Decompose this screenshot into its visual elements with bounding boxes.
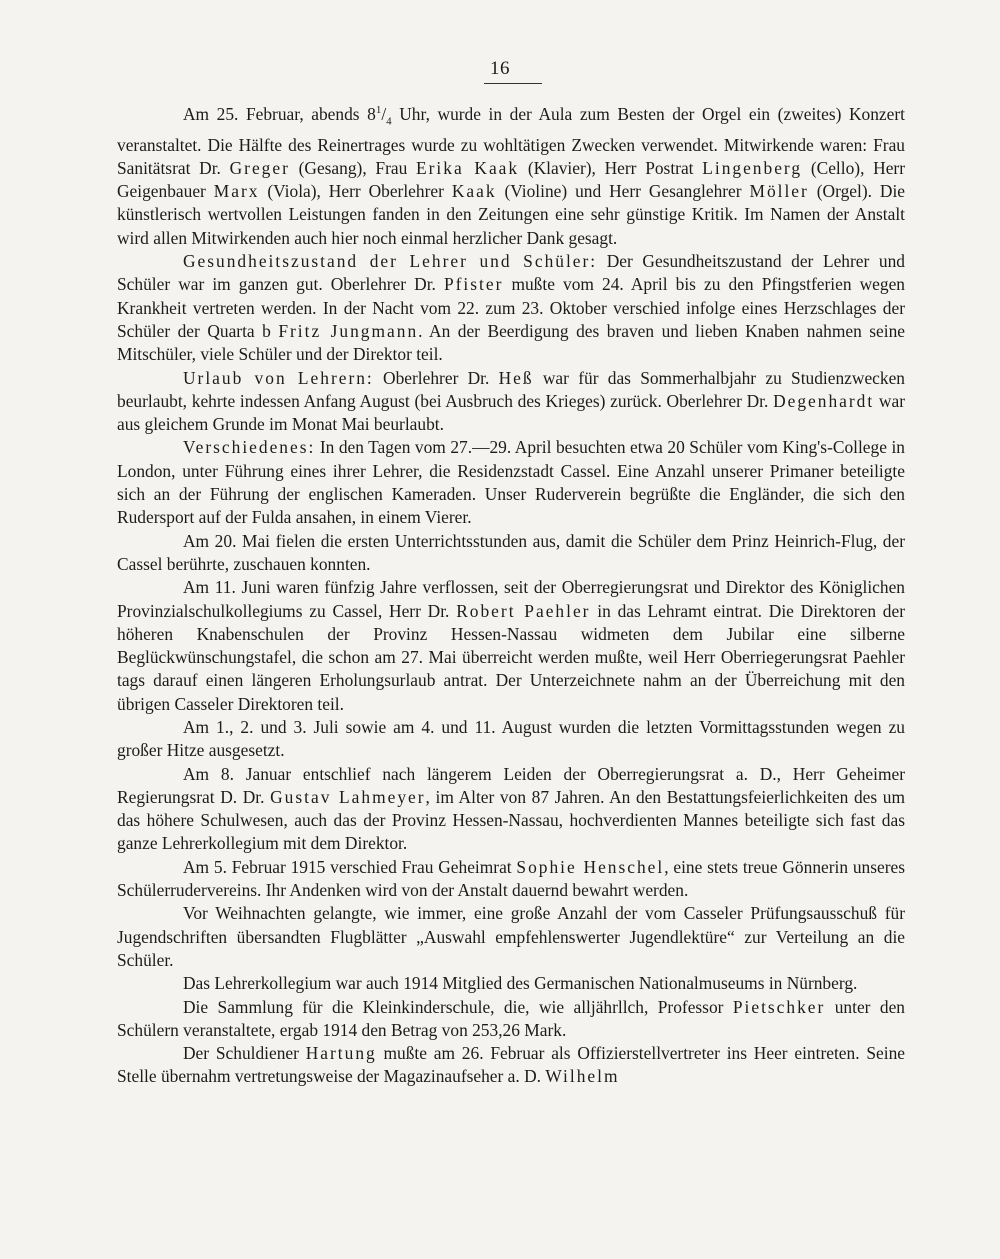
text-run: In den Tagen vom 27.—29. April besuchten etwa 20 Schüler vom King's-College in London, unter Führung eines ihrer Lehrer, die Residenzstadt Cassel. Eine Anzahl unserer Primaner beteiligte sich an der Führung der englischen Kameraden. Unser Ruderverein begrüßte die Engländer, die sich den Rudersport auf der Fulda ansahen, in einem Vierer. — [117, 437, 905, 528]
text-run: (Orgel). Die künstlerisch wertvollen Leistungen fanden in den Zeitungen eine sehr günstige Kritik. Im Namen der Anstalt wird allen Mitwirkenden auch hier noch einmal herzlicher Dank gesagt. — [117, 181, 905, 248]
text-run: (Cello), Herr Geigenbauer — [117, 157, 906, 202]
text-run: Am 8. Januar entschlief nach längerem Leiden der Oberregierungsrat a. D., Herr Geheimer Regierungsrat D. Dr. — [117, 763, 905, 807]
fraction-denominator: 4 — [386, 115, 392, 128]
spaced-name: Lingenberg — [702, 157, 803, 178]
paragraph-concert — [117, 99, 905, 250]
text-run: unter den Schülern veranstaltete, ergab 1914 den Betrag von 253,26 Mark. — [117, 996, 905, 1040]
text-run: Der Gesundheitszustand der Lehrer und Schüler war im ganzen gut. Oberlehrer Dr. — [117, 251, 905, 295]
spaced-name: Greger — [229, 157, 290, 178]
body-text — [117, 99, 905, 1089]
spaced-name: Gustav Lahmeyer — [270, 786, 426, 807]
fraction-numerator: 1 — [375, 104, 382, 116]
text-run: Am 25. Februar, abends 8 — [183, 103, 376, 124]
text-run: Am 20. Mai fielen die ersten Unterrichtsstunden aus, damit die Schüler dem Prinz Heinrich-Flug, der Cassel berührte, zuschauen konnten. — [117, 530, 905, 574]
paragraph-teacher-leave — [117, 367, 905, 437]
paragraph-lahmeyer — [117, 763, 905, 856]
text-run: . An der Beerdigung des braven und lieben Knaben nahmen seine Mitschüler, viele Schüler und der Direktor teil. — [117, 320, 905, 365]
spaced-name: Pfister — [443, 274, 504, 295]
paragraph-paehler-jubilee — [117, 576, 905, 716]
spaced-name: Sophie Henschel — [516, 856, 665, 877]
paragraph-leaflets — [117, 902, 905, 972]
text-run: Uhr, wurde in der Aula zum Besten der Orgel ein (zweites) Konzert veranstaltet. Die Hälfte des Reinertrages wurde zu wohltätigen Zwecken verwendet. Mitwirkende waren: Frau Sanitätsrat Dr. — [117, 103, 905, 178]
spaced-name: Robert Paehler — [456, 600, 591, 621]
text-run: Vor Weihnachten gelangte, wie immer, eine große Anzahl der vom Casseler Prüfungsausschuß für Jugendschriften übersandten Flugblätter „Auswahl empfehlenswerter Jugendlektüre“ zur Verteilung an die Schüler. — [117, 903, 905, 970]
spaced-name: Hartung — [305, 1043, 377, 1064]
paragraph-prinz-heinrich-flug — [117, 530, 905, 577]
paragraph-heat-days — [117, 716, 905, 763]
spaced-name: Wilhelm — [545, 1066, 620, 1087]
spaced-name: Heß — [498, 367, 534, 388]
paragraph-school-servant — [117, 1042, 905, 1089]
text-run: Das Lehrerkollegium war auch 1914 Mitglied des Germanischen Nationalmuseums in Nürnberg. — [183, 973, 858, 994]
page-number: 16 — [490, 58, 510, 79]
spaced-name: Verschiedenes: — [183, 437, 316, 458]
text-run: mußte am 26. Februar als Offizierstellvertreter ins Heer eintreten. Seine Stelle übernahm vertretungsweise der Magazinaufseher a. D. — [117, 1043, 905, 1087]
text-run: Der Schuldiener — [183, 1043, 306, 1064]
text-run: war für das Sommerhalbjahr zu Studienzwecken beurlaubt, kehrte indessen Anfang August (bei Ausbruch des Krieges) zurück. Oberlehrer Dr. — [117, 367, 906, 411]
text-run: mußte vom 24. April bis zu den Pfingstferien wegen Krankheit vertreten werden. In der Nacht vom 22. zum 23. Oktober verschied infolge eines Herzschlages der Schüler der Quarta b — [117, 274, 905, 341]
spaced-name: Möller — [749, 181, 809, 202]
text-run: war aus gleichem Grunde im Monat Mai beurlaubt. — [117, 390, 905, 435]
text-run: Am 1., 2. und 3. Juli sowie am 4. und 11. August wurden die letzten Vormittagsstunden wegen zu großer Hitze ausgesetzt. — [117, 716, 905, 761]
paragraph-miscellaneous — [117, 436, 905, 529]
text-run: (Violine) und Herr Gesanglehrer — [496, 181, 750, 202]
text-run: / — [381, 103, 387, 124]
text-run: (Klavier), Herr Postrat — [519, 157, 703, 178]
spaced-name: Gesundheitszustand der Lehrer und Schüler: — [183, 251, 598, 272]
text-run: , im Alter von 87 Jahren. An den Bestattungsfeierlichkeiten des um das höhere Schulwesen, auch das der Provinz Hessen-Nassau, hochverdienten Mannes beteiligte sich fast das ganze Lehrerkollegium mit dem Direktor. — [117, 786, 905, 854]
paragraph-collection — [117, 996, 905, 1043]
text-run: , eine stets treue Gönnerin unseres Schülerrudervereins. Ihr Andenken wird von der Anstalt dauernd bewahrt werden. — [117, 856, 905, 901]
paragraph-henschel — [117, 856, 905, 903]
paragraph-health — [117, 250, 905, 366]
page-number-rule — [484, 83, 542, 84]
spaced-name: Marx — [213, 181, 260, 202]
text-run: (Viola), Herr Oberlehrer — [259, 181, 452, 202]
text-run: Die Sammlung für die Kleinkinderschule, die, wie alljährllch, Professor — [183, 996, 733, 1017]
text-run: in das Lehramt eintrat. Die Direktoren der höheren Knabenschulen der Provinz Hessen-Nassau widmeten dem Jubilar eine silberne Beglückwünschungstafel, die schon am 27. Mai überreicht werden mußte, weil Herr Oberriegerungsrat Paehler tags darauf einen längeren Erholungsurlaub antrat. Der Unterzeichnete nahm an der Überreichung mit den übrigen Casseler Direktoren teil. — [117, 600, 906, 714]
text-run: Am 5. Februar 1915 verschied Frau Geheimrat — [183, 856, 517, 877]
spaced-name: Pietschker — [732, 996, 826, 1017]
text-run: Oberlehrer Dr. — [373, 367, 499, 388]
spaced-name: Urlaub von Lehrern: — [183, 367, 374, 388]
spaced-name: Kaak — [451, 181, 497, 202]
spaced-name: Erika Kaak — [416, 157, 520, 178]
paragraph-museum — [117, 972, 905, 995]
text-run: (Gesang), Frau — [289, 157, 417, 178]
text-run: Am 11. Juni waren fünfzig Jahre verflossen, seit der Oberregierungsrat und Direktor des Königlichen Provinzialschulkollegiums zu Cassel, Herr Dr. — [117, 577, 905, 621]
spaced-name: Fritz Jungmann — [278, 320, 419, 341]
spaced-name: Degenhardt — [773, 390, 875, 411]
